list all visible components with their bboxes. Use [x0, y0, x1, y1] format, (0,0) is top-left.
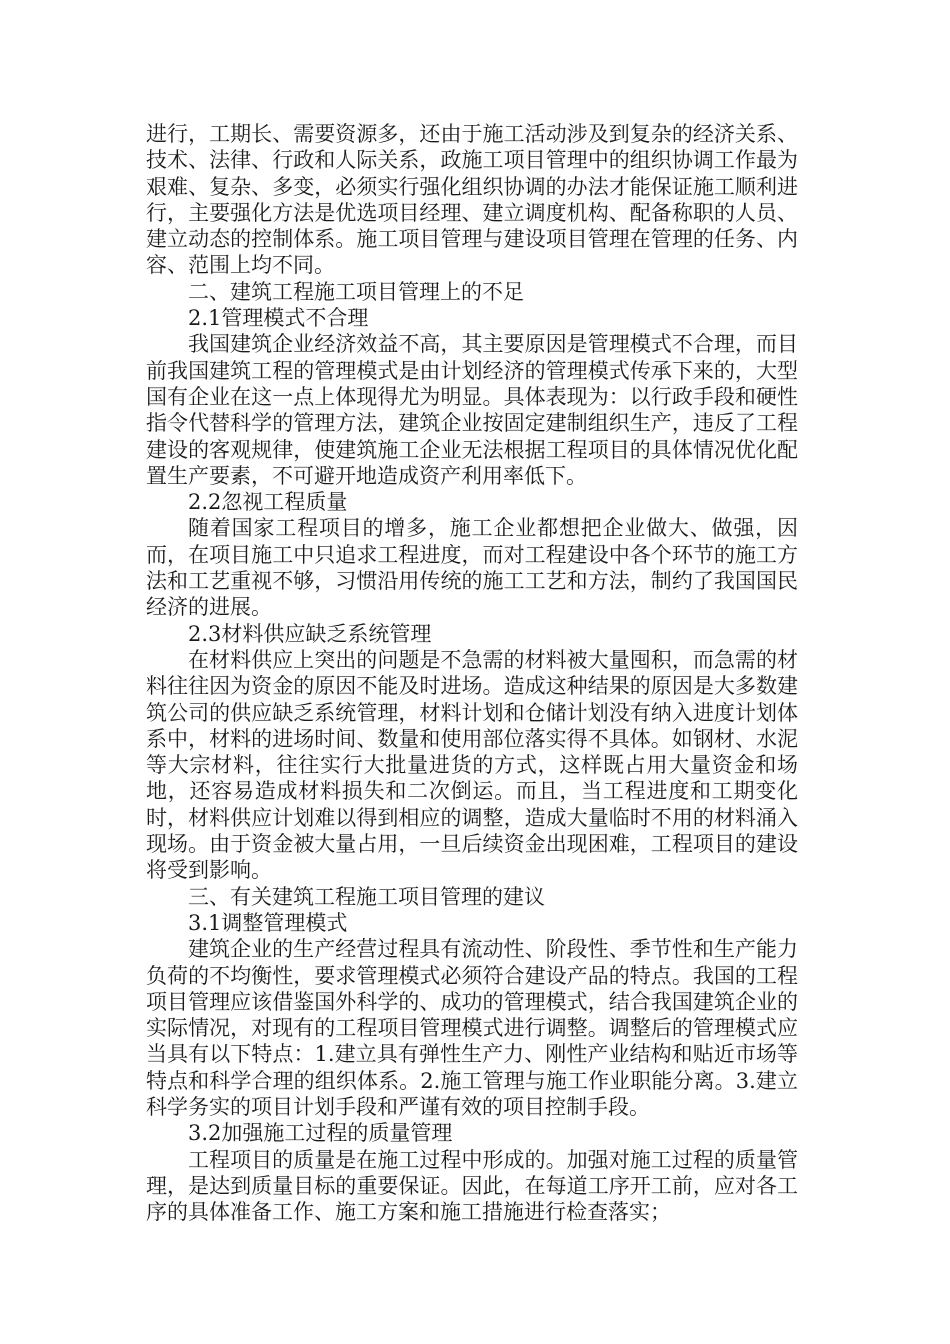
section-heading-2: 二、建筑工程施工项目管理上的不足 — [188, 279, 524, 304]
subsection-heading-3-1: 3.1调整管理模式 — [188, 910, 348, 935]
section-heading-3: 三、有关建筑工程施工项目管理的建议 — [188, 884, 545, 909]
paragraph-2-3-body: 在材料供应上突出的问题是不急需的材料被大量囤积，而急需的材料往往因为资金的原因不能及时进场。造成这种结果的原因是大多数建筑公司的供应缺乏系统管理，材料计划和仓储计划没有纳入进度计划体系中，材料的进场时间、数量和使用部位落实得不具体。如钢材、水泥等大宗材料，往往实行大批量进货的方式，这样既占用大量资金和场地，还容易造成材料损失和二次倒运。而且，当工程进度和工期变化时，材料供应计划难以得到相应的调整，造成大量临时不用的材料涌入现场。由于资金被大量占用，一旦后续资金出现困难，工程项目的建设将受到影响。 — [146, 647, 798, 883]
subsection-heading-2-3: 2.3材料供应缺乏系统管理 — [188, 621, 432, 646]
paragraph-continuation: 进行，工期长、需要资源多，还由于施工活动涉及到复杂的经济关系、技术、法律、行政和人际关系，政施工项目管理中的组织协调工作最为艰难、复杂、多变，必须实行强化组织协调的办法才能保证施工顺利进行，主要强化方法是优选项目经理、建立调度机构、配备称职的人员、建立动态的控制体系。施工项目管理与建设项目管理在管理的任务、内容、范围上均不同。 — [146, 122, 798, 278]
document-page — [146, 121, 798, 1225]
paragraph-2-1-body: 我国建筑企业经济效益不高，其主要原因是管理模式不合理，而目前我国建筑工程的管理模式是由计划经济的管理模式传承下来的，大型国有企业在这一点上体现得尤为明显。具体表现为：以行政手段和硬性指令代替科学的管理方法，建筑企业按固定建制组织生产，违反了工程建设的客观规律，使建筑施工企业无法根据工程项目的具体情况优化配置生产要素，不可避开地造成资产利用率低下。 — [146, 332, 798, 488]
subsection-heading-2-2: 2.2忽视工程质量 — [188, 490, 348, 515]
paragraph-3-1-body: 建筑企业的生产经营过程具有流动性、阶段性、季节性和生产能力负荷的不均衡性，要求管理模式必须符合建设产品的特点。我国的工程项目管理应该借鉴国外科学的、成功的管理模式，结合我国建筑企业的实际情况，对现有的工程项目管理模式进行调整。调整后的管理模式应当具有以下特点：1.建立具有弹性生产力、刚性产业结构和贴近市场等特点和科学合理的组织体系。2.施工管理与施工作业职能分离。3.建立科学务实的项目计划手段和严谨有效的项目控制手段。 — [146, 937, 798, 1119]
subsection-heading-3-2: 3.2加强施工过程的质量管理 — [188, 1121, 453, 1146]
paragraph-2-2-body: 随着国家工程项目的增多，施工企业都想把企业做大、做强，因而，在项目施工中只追求工程进度，而对工程建设中各个环节的施工方法和工艺重视不够，习惯沿用传统的施工工艺和方法，制约了我国国民经济的进展。 — [146, 516, 798, 620]
subsection-heading-2-1: 2.1管理模式不合理 — [188, 306, 369, 331]
paragraph-3-2-body: 工程项目的质量是在施工过程中形成的。加强对施工过程的质量管理，是达到质量目标的重要保证。因此，在每道工序开工前，应对各工序的具体准备工作、施工方案和施工措施进行检查落实； — [146, 1147, 798, 1225]
